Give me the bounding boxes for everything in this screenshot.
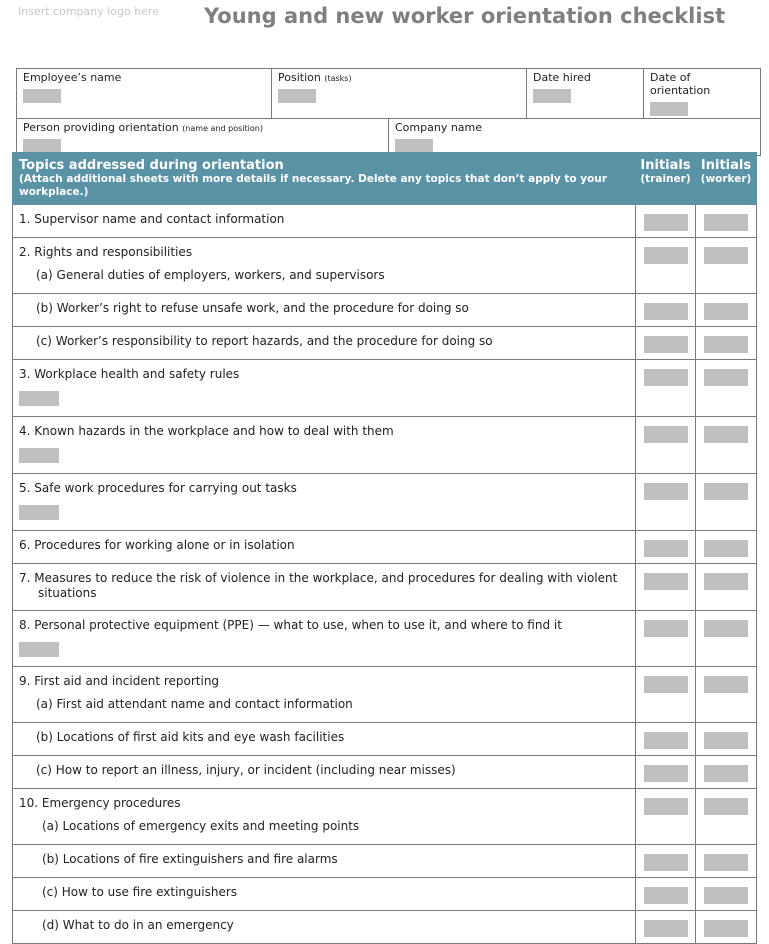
date-orientation-field[interactable]	[650, 102, 688, 116]
worker-label: (worker)	[700, 173, 752, 185]
topic-5: 5. Safe work procedures for carrying out tasks	[19, 481, 297, 495]
trainer-initials-field[interactable]	[644, 765, 688, 782]
date-orientation-cell	[644, 69, 761, 119]
topic-2c: (c) Worker’s responsibility to report hazards, and the procedure for doing so	[36, 334, 493, 348]
topics-header-title: Topics addressed during orientation	[19, 158, 284, 173]
topic-8: 8. Personal protective equipment (PPE) — what to use, when to use it, and where to find it	[19, 618, 562, 632]
topic-5-notes-field[interactable]	[19, 505, 59, 520]
company-name-field[interactable]	[395, 139, 433, 153]
topic-10: 10. Emergency procedures	[19, 796, 181, 810]
person-providing-field[interactable]	[23, 139, 61, 153]
person-providing-note: (name and position)	[182, 124, 263, 133]
date-hired-label: Date hired	[533, 71, 591, 84]
trainer-initials-field[interactable]	[644, 369, 688, 386]
table-header-row	[13, 153, 757, 205]
trainer-initials-field[interactable]	[644, 798, 688, 815]
trainer-initials-field[interactable]	[644, 920, 688, 937]
worker-initials-field[interactable]	[704, 854, 748, 871]
position-field[interactable]	[278, 89, 316, 103]
topic-10d: (d) What to do in an emergency	[42, 918, 234, 932]
date-hired-cell	[527, 69, 644, 119]
person-providing-cell	[17, 119, 389, 156]
topic-4-notes-field[interactable]	[19, 448, 59, 463]
table-row	[13, 611, 757, 667]
worker-initials-field[interactable]	[704, 303, 748, 320]
table-row	[13, 531, 757, 564]
position-note: (tasks)	[324, 74, 352, 83]
table-row	[13, 564, 757, 611]
worker-initials-field[interactable]	[704, 540, 748, 557]
position-label: Position	[278, 71, 321, 84]
worker-initials-field[interactable]	[704, 426, 748, 443]
trainer-initials-field[interactable]	[644, 573, 688, 590]
topic-2b: (b) Worker’s right to refuse unsafe work, and the procedure for doing so	[36, 301, 469, 315]
company-name-label: Company name	[395, 121, 483, 134]
worker-initials-field[interactable]	[704, 573, 748, 590]
topic-10b: (b) Locations of fire extinguishers and fire alarms	[42, 852, 338, 866]
employee-name-field[interactable]	[23, 89, 61, 103]
table-row	[13, 360, 757, 417]
table-row	[13, 417, 757, 474]
employee-name-cell	[17, 69, 272, 119]
trainer-initials-header	[636, 153, 696, 205]
trainer-initials-field[interactable]	[644, 483, 688, 500]
trainer-label: (trainer)	[640, 173, 691, 185]
topic-9a: (a) First aid attendant name and contact information	[36, 697, 353, 711]
trainer-initials-field[interactable]	[644, 303, 688, 320]
employee-name-label: Employee’s name	[23, 71, 122, 84]
table-row	[13, 789, 757, 845]
position-cell	[272, 69, 527, 119]
topic-3: 3. Workplace health and safety rules	[19, 367, 240, 381]
worker-initials-header	[696, 153, 757, 205]
topics-header	[13, 153, 636, 205]
topic-7: 7. Measures to reduce the risk of violence in the workplace, and procedures for dealing with violent	[19, 571, 618, 585]
topic-4: 4. Known hazards in the workplace and how to deal with them	[19, 424, 394, 438]
worker-initials-field[interactable]	[704, 369, 748, 386]
orientation-topics-table	[12, 152, 757, 944]
table-row	[13, 327, 757, 360]
table-row	[13, 845, 757, 878]
topic-10a: (a) Locations of emergency exits and meeting points	[42, 819, 360, 833]
trainer-initials-field[interactable]	[644, 247, 688, 264]
trainer-initials-field[interactable]	[644, 854, 688, 871]
trainer-initials-field[interactable]	[644, 676, 688, 693]
table-row	[13, 911, 757, 944]
worker-initials-field[interactable]	[704, 214, 748, 231]
worker-initials-field[interactable]	[704, 483, 748, 500]
worker-initials-field[interactable]	[704, 676, 748, 693]
worker-initials-field[interactable]	[704, 920, 748, 937]
trainer-initials-field[interactable]	[644, 426, 688, 443]
worker-initials-field[interactable]	[704, 798, 748, 815]
worker-initials-field[interactable]	[704, 887, 748, 904]
trainer-initials-field[interactable]	[644, 214, 688, 231]
topic-9b: (b) Locations of first aid kits and eye wash facilities	[36, 730, 345, 744]
table-row	[13, 756, 757, 789]
person-providing-label: Person providing orientation	[23, 121, 179, 134]
date-orientation-label: Date of orientation	[650, 71, 711, 97]
trainer-initials-field[interactable]	[644, 336, 688, 353]
topic-9: 9. First aid and incident reporting	[19, 674, 220, 688]
company-logo-placeholder[interactable]: Insert company logo here	[18, 5, 160, 18]
worker-initials-field[interactable]	[704, 732, 748, 749]
topic-7-continued: situations	[38, 586, 97, 600]
table-row	[13, 474, 757, 531]
table-row	[13, 723, 757, 756]
worker-initials-field[interactable]	[704, 336, 748, 353]
date-hired-field[interactable]	[533, 89, 571, 103]
topic-9c: (c) How to report an illness, injury, or incident (including near misses)	[36, 763, 456, 777]
topic-6: 6. Procedures for working alone or in isolation	[19, 538, 295, 552]
worker-initials-field[interactable]	[704, 247, 748, 264]
topic-1: 1. Supervisor name and contact information	[19, 212, 285, 226]
table-row	[13, 667, 757, 723]
trainer-initials-label: Initials	[640, 158, 691, 173]
table-row	[13, 238, 757, 294]
worker-initials-field[interactable]	[704, 765, 748, 782]
table-row	[13, 294, 757, 327]
topic-2a: (a) General duties of employers, workers, and supervisors	[36, 268, 385, 282]
trainer-initials-field[interactable]	[644, 887, 688, 904]
topic-3-notes-field[interactable]	[19, 391, 59, 406]
topic-10c: (c) How to use fire extinguishers	[42, 885, 238, 899]
topic-8-notes-field[interactable]	[19, 642, 59, 657]
employee-info-table	[16, 68, 761, 156]
trainer-initials-field[interactable]	[644, 732, 688, 749]
table-row	[13, 205, 757, 238]
worker-initials-label: Initials	[700, 158, 752, 173]
company-name-cell	[389, 119, 761, 156]
trainer-initials-field[interactable]	[644, 540, 688, 557]
trainer-initials-field[interactable]	[644, 620, 688, 637]
topic-2: 2. Rights and responsibilities	[19, 245, 193, 259]
topics-header-note: (Attach additional sheets with more details if necessary. Delete any topics that don’t apply to your workplace.)	[19, 173, 607, 198]
worker-initials-field[interactable]	[704, 620, 748, 637]
page-title: Young and new worker orientation checklist	[204, 4, 726, 28]
table-row	[13, 878, 757, 911]
